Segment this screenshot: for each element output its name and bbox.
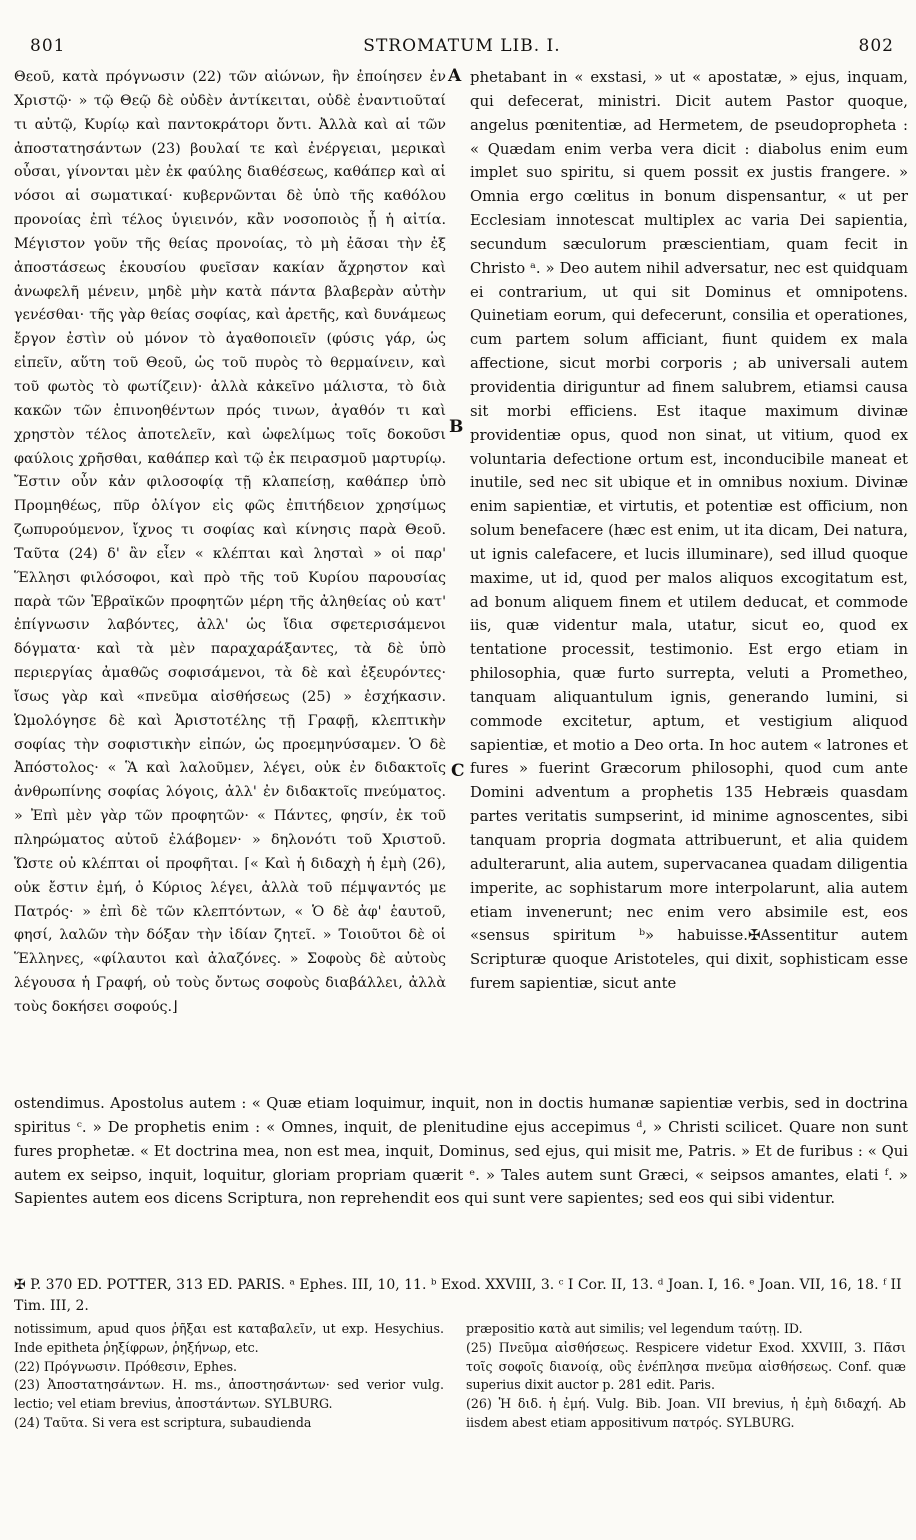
footnote: (22) Πρόγνωσιν. Πρόθεσιν, Ephes. (14, 1358, 238, 1374)
page-number-left: 801 (30, 36, 66, 56)
latin-text-column (470, 66, 908, 996)
footnote: (24) Ταῦτα. Si vera est scriptura, subaudienda (14, 1414, 312, 1430)
latin-continuation-full-width (14, 1092, 908, 1211)
page-header (30, 36, 894, 60)
greek-text-column (14, 66, 446, 1020)
scripture-references: ✠ P. 370 ED. POTTER, 313 ED. PARIS. ᵃ Ephes. III, 10, 11. ᵇ Exod. XXVIII, 3. ᶜ I Cor. II, 13. ᵈ Joan. I, 16. ᵉ Joan. VII, 16, 18. ᶠ II Tim. III, 2. (14, 1277, 902, 1314)
running-title: STROMATUM LIB. I. (363, 36, 561, 56)
page-number-right: 802 (858, 36, 894, 56)
latin-paragraph: phetabant in « exstasi, » ut « apostatæ, » ejus, inquam, qui defecerat, ministri. Dicit autem Pastor quoque, angelus pœnitentiæ, ad Hermetem, de pseudopropheta : « Quædam enim verba vera dicit : diabolus enim eum implet suo spiritu, si quem possit ex justis frangere. » Omnia ergo cœlitus in bonum dispensantur, « ut per Ecclesiam innotescat multiplex ac varia Dei sapientia, secundum sæculorum præscientiam, quam fecit in Christo ᵃ. » Deo autem nihil adversatur, nec est quidquam ei contrarium, ut qui sit Dominus et omnipotens. Quinetiam eorum, qui defecerunt, consilia et operationes, cum partem solum afficiant, fiunt quidem ex mala affectione, sicut morbi corporis ; ab universali autem providentia diriguntur ad finem salubrem, etiamsi causa sit morbi efficiens. Est itaque maximum divinæ providentiæ opus, quod non sinat, ut vitium, quod ex voluntaria defectione ortum est, inconducibile maneat et inutile, sed nec sit ubique et in omnibus noxium. Divinæ enim sapientiæ, et virtutis, et potentiæ est officium, non solum benefacere (hæc est enim, ut ita dicam, Dei natura, ut ignis calefacere, et lucis illuminare), sed illud quoque maxime, ut id, quod per malos aliquos excogitatum est, ad bonum aliquem finem et utilem deducat, et commode iis, quæ videntur mala, utatur, sicut eo, quod ex tentatione processit, testimonio. Est ergo etiam in philosophia, quæ furto surrepta, veluti a Prometheo, tanquam aliquantulum ignis, generando lumini, si commode excitetur, aptum, et vestigium aliquod sapientiæ, et motio a Deo orta. In hoc autem « latrones et fures » fuerint Græcorum philosophi, quod cum ante Domini adventum a prophetis 135 Hebræis quasdam partes veritatis sumpserint, id minime agnoscentes, sibi tanquam propria dogmata attribuerunt, et alia quidem adulterarunt, alia autem, supervacanea quadam diligentia imperite, ac sophistarum more interpolarunt, alia autem etiam invenerunt; nec enim vero absimile est, eos «sensus spiritum ᵇ» habuisse.✠Assentitur autem Scripturæ quoque Aristoteles, qui dixit, sophisticam esse furem sapientiæ, sicut ante (470, 69, 908, 993)
footnote: (26) Ἡ διδ. ἡ ἐμή. Vulg. Bib. Joan. VII brevius, ἡ ἐμὴ διδαχή. Ab iisdem abest etiam appositivum πατρός. SYLBURG. (466, 1396, 906, 1430)
margin-letter-a: A (448, 66, 462, 86)
margin-letter-c: C (451, 761, 465, 781)
latin-continuation: ostendimus. Apostolus autem : « Quæ etiam loquimur, inquit, non in doctis humanæ sapientiæ verbis, sed in doctrina spiritus ᶜ. » De prophetis enim : « Omnes, inquit, de plenitudine ejus accepimus ᵈ, » Christi scilicet. Quare non sunt fures prophetæ. « Et doctrina mea, non est mea, inquit, Dominus, sed ejus, qui misit me, Patris. » Et de furibus : « Qui autem ex seipso, inquit, loquitur, gloriam propriam quærit ᵉ. » Tales autem sunt Græci, « seipsos amantes, elati ᶠ. » Sapientes autem eos dicens Scriptura, non reprehendit eos qui sunt vere sapientes; sed eos qui sibi videntur. (14, 1095, 908, 1208)
margin-letter-b: B (449, 417, 464, 437)
footnote: (25) Πνεῦμα αἰσθήσεως. Respicere videtur Exod. XXVIII, 3. Πᾶσι τοῖς σοφοῖς διανοίᾳ, οὓς ἐνέπλησα πνεῦμα αἰσθήσεως. Conf. quæ superius dixit auctor p. 281 edit. Paris. (466, 1339, 906, 1393)
footnotes-left (14, 1320, 444, 1433)
footnote: notissimum, apud quos ῥῆξαι est καταβαλεῖν, ut exp. Hesychius. Inde epitheta ῥηξίφρων, ῥηξήνωρ, etc. (14, 1321, 444, 1355)
footnote: præpositio κατὰ aut similis; vel legendum ταύτῃ. ID. (466, 1321, 803, 1336)
footnote: (23) Ἀποστατησάντων. H. ms., ἀποστησάντων· sed verior vulg. lectio; vel etiam brevius, ἀποστάντων. SYLBURG. (14, 1377, 444, 1412)
footnotes-right (466, 1320, 906, 1433)
greek-paragraph: Θεοῦ, κατὰ πρόγνωσιν (22) τῶν αἰώνων, ἣν ἐποίησεν ἐν Χριστῷ· » τῷ Θεῷ δὲ οὐδὲν ἀντίκειται, οὐδὲ ἐναντιοῦταί τι αὐτῷ, Κυρίῳ καὶ παντοκράτορι ὄντι. Ἀλλὰ καὶ αἱ τῶν ἀποστατησάντων (23) βουλαί τε καὶ ἐνέργειαι, μερικαὶ οὖσαι, γίνονται μὲν ἐκ φαύλης διαθέσεως, καθάπερ καὶ αἱ νόσοι αἱ σωματικαί· κυβερνῶνται δὲ ὑπὸ τῆς καθόλου προνοίας ἐπὶ τέλος ὑγιεινόν, κἂν νοσοποιὸς ᾖ ἡ αἰτία. Μέγιστον γοῦν τῆς θείας προνοίας, τὸ μὴ ἐᾶσαι τὴν ἐξ ἀποστάσεως ἑκουσίου φυεῖσαν κακίαν ἄχρηστον καὶ ἀνωφελῆ μένειν, μηδὲ μὴν κατὰ πάντα βλαβερὰν αὐτὴν γενέσθαι· τῆς γὰρ θείας σοφίας, καὶ ἀρετῆς, καὶ δυνάμεως ἔργον ἐστὶν οὐ μόνον τὸ ἀγαθοποιεῖν (φύσις γάρ, ὡς εἰπεῖν, αὕτη τοῦ Θεοῦ, ὡς τοῦ πυρὸς τὸ θερμαίνειν, καὶ τοῦ φωτὸς τὸ φωτίζειν)· ἀλλὰ κἀκεῖνο μάλιστα, τὸ διὰ κακῶν τῶν ἐπινοηθέντων πρός τινων, ἀγαθόν τι καὶ χρηστὸν τέλος ἀποτελεῖν, καὶ ὠφελίμως τοῖς δοκοῦσι φαύλοις χρῆσθαι, καθάπερ καὶ τῷ ἐκ πειρασμοῦ μαρτυρίῳ. Ἔστιν οὖν κἀν φιλοσοφίᾳ τῇ κλαπείσῃ, καθάπερ ὑπὸ Προμηθέως, πῦρ ὀλίγον εἰς φῶς ἐπιτήδειον χρησίμως ζωπυρούμενον, ἴχνος τι σοφίας καὶ κίνησις παρὰ Θεοῦ. Ταῦτα (24) δ' ἂν εἶεν « κλέπται καὶ λησταὶ » οἱ παρ' Ἕλλησι φιλόσοφοι, καὶ πρὸ τῆς τοῦ Κυρίου παρουσίας παρὰ τῶν Ἑβραϊκῶν προφητῶν μέρη τῆς ἀληθείας οὐ κατ' ἐπίγνωσιν λαβόντες, ἀλλ' ὡς ἴδια σφετερισάμενοι δόγματα· καὶ τὰ μὲν παραχαράξαντες, τὰ δὲ ὑπὸ περιεργίας ἀμαθῶς σοφισάμενοι, τὰ δὲ καὶ ἐξευρόντες· ἴσως γὰρ καὶ «πνεῦμα αἰσθήσεως (25) » ἐσχήκασιν. Ὡμολόγησε δὲ καὶ Ἀριστοτέλης τῇ Γραφῇ, κλεπτικὴν σοφίας τὴν σοφιστικὴν εἰπών, ὡς προεμηνύσαμεν. Ὁ δὲ Ἀπόστολος· « Ἃ καὶ λαλοῦμεν, λέγει, οὐκ ἐν διδακτοῖς ἀνθρωπίνης σοφίας λόγοις, ἀλλ' ἐν διδακτοῖς πνεύματος. » Ἐπὶ μὲν γὰρ τῶν προφητῶν· « Πάντες, φησίν, ἐκ τοῦ πληρώματος αὐτοῦ ἐλάβομεν· » δηλονότι τοῦ Χριστοῦ. Ὥστε οὐ κλέπται οἱ προφῆται. ⌈« Καὶ ἡ διδαχὴ ἡ ἐμὴ (26), οὐκ ἔστιν ἐμή, ὁ Κύριος λέγει, ἀλλὰ τοῦ πέμψαντός με Πατρός· » ἐπὶ δὲ τῶν κλεπτόντων, « Ὁ δὲ ἀφ' ἑαυτοῦ, φησί, λαλῶν τὴν δόξαν τὴν ἰδίαν ζητεῖ. » Τοιοῦτοι δὲ οἱ Ἕλληνες, «φίλαυτοι καὶ ἀλαζόνες. » Σοφοὺς δὲ αὐτοὺς λέγουσα ἡ Γραφή, οὐ τοὺς ὄντως σοφοὺς διαβάλλει, ἀλλὰ τοὺς δοκήσει σοφούς.⌋ (14, 69, 446, 1015)
